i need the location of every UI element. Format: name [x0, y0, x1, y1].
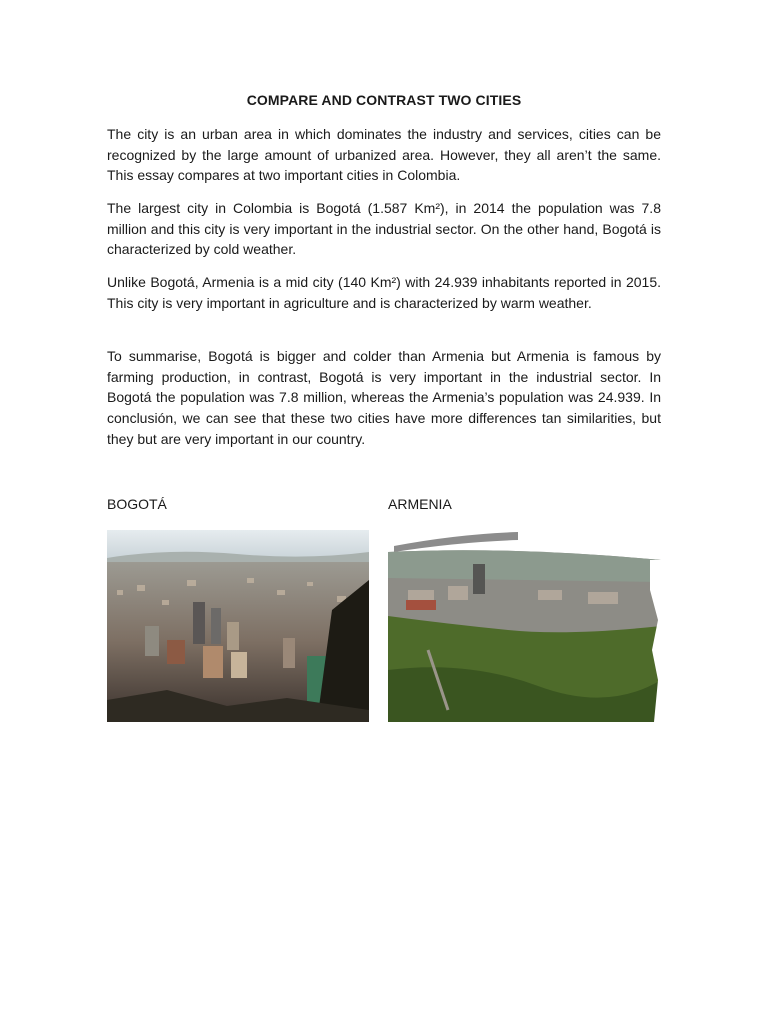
paragraph-armenia: Unlike Bogotá, Armenia is a mid city (140 Km²) with 24.939 inhabitants reported in 2015. This city is very important in agriculture and is characterized by warm weather.	[107, 274, 661, 311]
paragraph-bogota: The largest city in Colombia is Bogotá (1.587 Km²), in 2014 the population was 7.8 million and this city is very important in the industrial sector. On the other hand, Bogotá is characterized by cold weather.	[107, 200, 661, 258]
caption-bogota: BOGOTÁ	[107, 496, 167, 512]
caption-armenia: ARMENIA	[388, 496, 452, 512]
paragraph-intro: The city is an urban area in which dominates the industry and services, cities can be recognized by the large amount of urbanized area. However, they all aren’t the same. This essay compares at two important cities in Colombia.	[107, 126, 661, 184]
essay-title: COMPARE AND CONTRAST TWO CITIES	[246, 92, 522, 108]
paragraph-conclusion: To summarise, Bogotá is bigger and colder than Armenia but Armenia is famous by farming production, in contrast, Bogotá is very important in the industrial sector. In Bogotá the population was 7.8 million, whereas the Armenia’s population was 24.939. In conclusión, we can see that these two cities have more differences tan similarities, but they but are very important in our country.	[107, 348, 661, 447]
armenia-city-photo	[388, 530, 661, 722]
bogota-city-photo	[107, 530, 369, 722]
